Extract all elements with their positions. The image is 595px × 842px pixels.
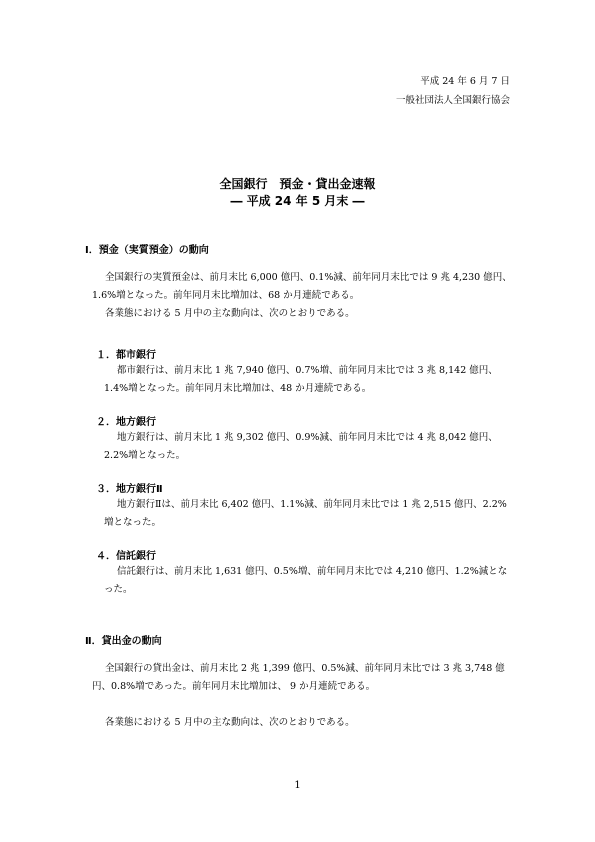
trust-banks-text: 信託銀行は、前月末比 1,631 億円、0.5%増、前年同月末比では 4,210 億円、1.2%減となった。 bbox=[104, 566, 508, 595]
loans-summary: 全国銀行の貸出金は、前月末比 2 兆 1,399 億円、0.5%減、前年同月末比では 3 兆 3,748 億円、0.8%増であった。前年同月末比増加は、 9 か月連続である。 bbox=[92, 663, 505, 692]
loans-intro: 各業態における 5 月中の主な動向は、次のとおりである。 bbox=[105, 717, 355, 728]
regional-banks-2-text: 地方銀行Ⅱは、前月末比 6,402 億円、1.1%減、前年同月末比では 1 兆 2,515 億円、2.2%増となった。 bbox=[104, 499, 507, 528]
issue-date: 平成 24 年 6 月 7 日 bbox=[420, 76, 510, 87]
section-heading-loans: Ⅱ．貸出金の動向 bbox=[85, 636, 162, 647]
document-title: 全国銀行 預金・貸出金速報 bbox=[219, 177, 376, 191]
city-banks-text: 都市銀行は、前月末比 1 兆 7,940 億円、0.7%増、前年同月末比では 3 兆 8,142 億円、1.4%増となった。前年同月末比増加は、48 か月連続である。 bbox=[104, 365, 498, 394]
page-number: 1 bbox=[294, 780, 301, 791]
section-heading-deposits: Ⅰ．預金（実質預金）の動向 bbox=[85, 245, 209, 256]
regional-banks-text: 地方銀行は、前月末比 1 兆 9,302 億円、0.9%減、前年同月末比では 4 兆 8,042 億円、2.2%増となった。 bbox=[104, 432, 498, 461]
subsection-heading-regional-banks: ２．地方銀行 bbox=[96, 417, 156, 428]
subsection-heading-regional-banks-2: ３．地方銀行Ⅱ bbox=[96, 484, 163, 495]
subsection-heading-trust-banks: ４．信託銀行 bbox=[96, 551, 156, 562]
document-subtitle: ― 平成 24 年 5 月末 ― bbox=[230, 194, 365, 208]
deposits-intro: 各業態における 5 月中の主な動向は、次のとおりである。 bbox=[105, 308, 355, 319]
deposits-summary: 全国銀行の実質預金は、前月末比 6,000 億円、0.1%減、前年同月末比では 9 兆 4,230 億円、1.6%増となった。前年同月末比増加は、68 か月連続である。 bbox=[92, 272, 512, 301]
subsection-heading-city-banks: １．都市銀行 bbox=[96, 350, 156, 361]
issuer-name: 一般社団法人全国銀行協会 bbox=[395, 95, 510, 106]
